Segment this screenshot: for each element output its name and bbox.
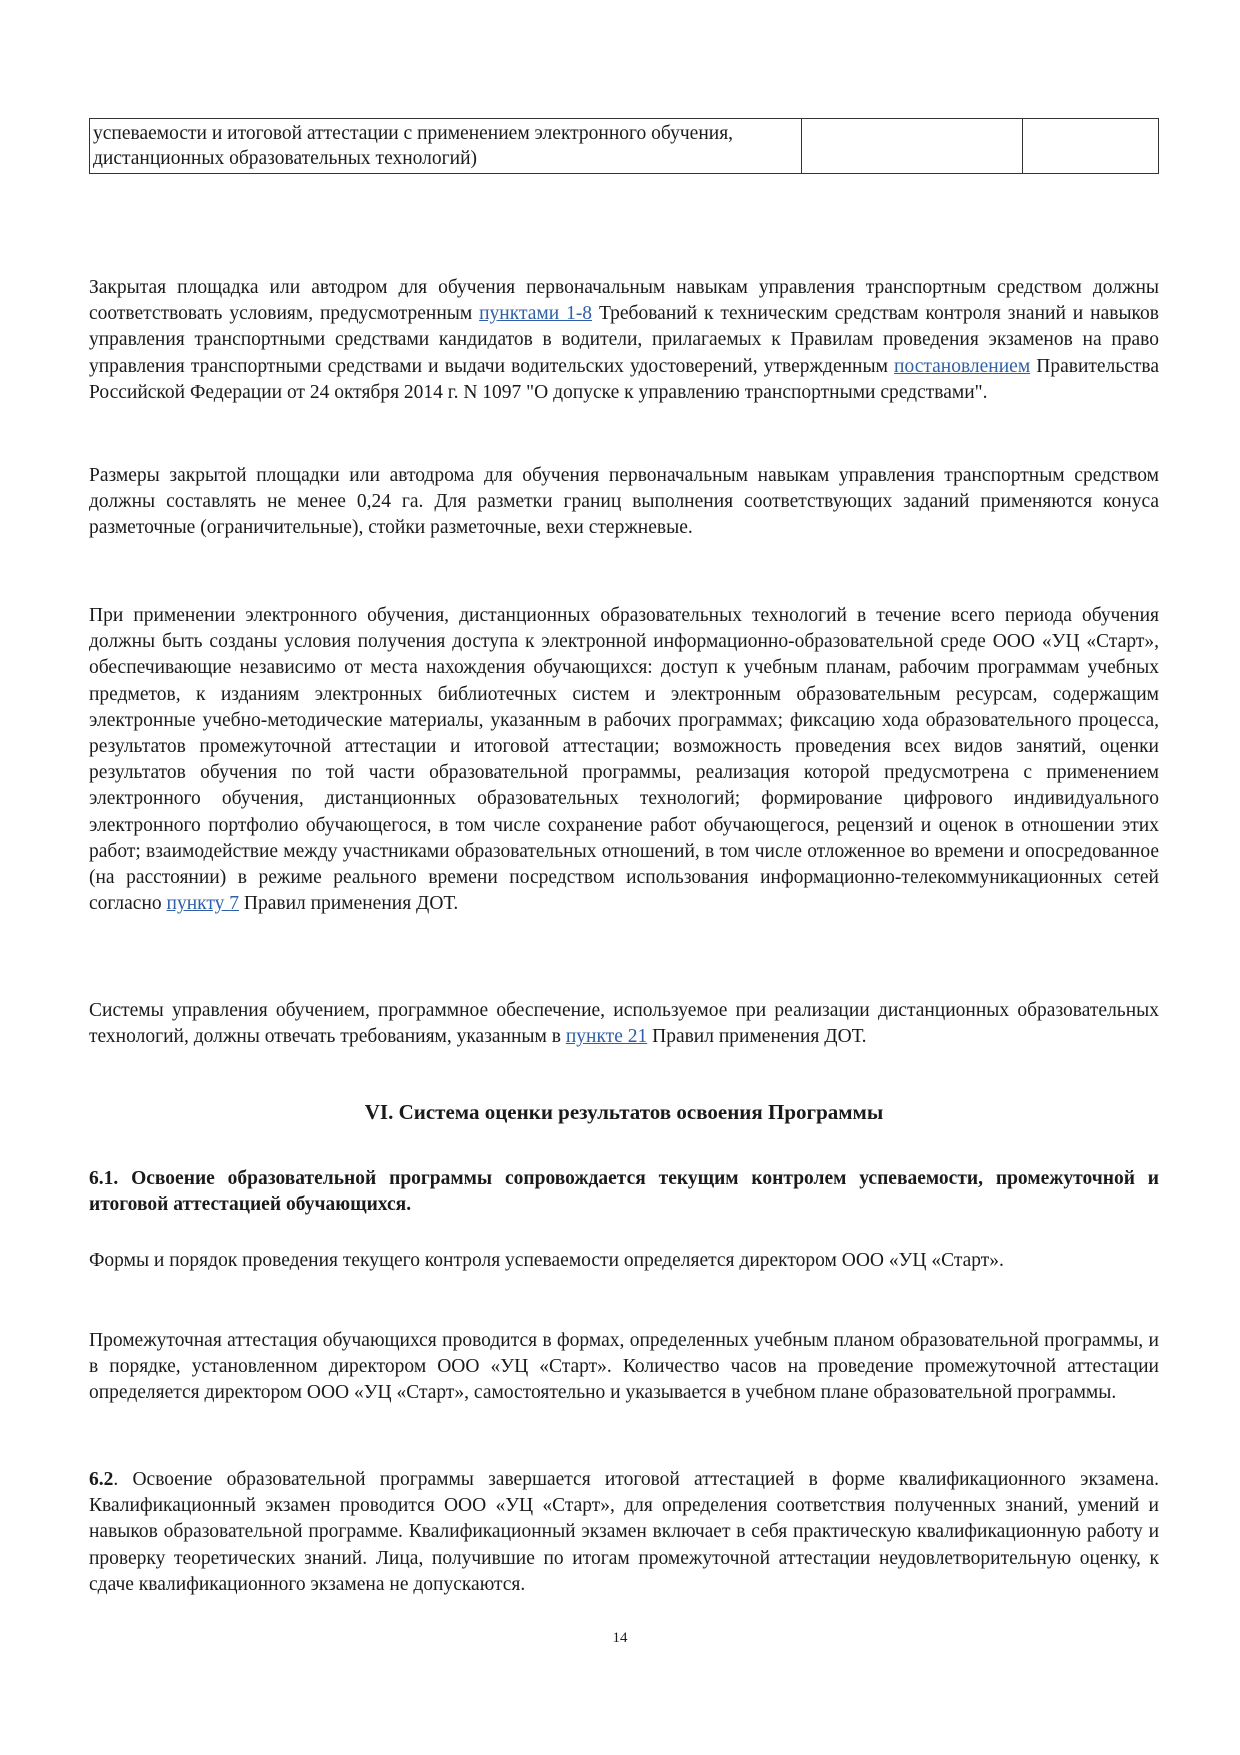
paragraph-current-control — [89, 1248, 1159, 1274]
text: Системы управления обучением, программное обеспечение, используемое при реализации дистанционных образовательных технологий, должны отвечать требованиям, указанным в — [89, 1000, 1159, 1048]
table-cell-description: успеваемости и итоговой аттестации с применением электронного обучения, дистанционных образовательных технологий) — [90, 119, 802, 174]
paragraph-text: Размеры закрытой площадки или автодрома для обучения первоначальным навыкам управления транспортным средством должны составлять не менее 0,24 га. Для разметки границ выполнения соответствующих заданий применяются конуса разметочные (ограничительные), стойки разметочные, вехи стержневые. — [89, 465, 1159, 539]
section-heading-block — [89, 1100, 1159, 1125]
table-cell-2 — [802, 119, 1023, 174]
page-number: 14 — [612, 1630, 628, 1646]
paragraph-text: Промежуточная аттестация обучающихся проводится в формах, определенных учебным планом образовательной программы, и в порядке, установленном директором ООО «УЦ «Старт». Количество часов на проведение промежуточной аттестации определяется директором ООО «УЦ «Старт», самостоятельно и указывается в учебном плане образовательной программы. — [89, 1330, 1159, 1404]
paragraph-lms-requirements — [89, 998, 1159, 1050]
link-punkte-21[interactable]: пункте 21 — [565, 1026, 648, 1048]
table-row — [90, 119, 1159, 174]
paragraph-e-learning-conditions — [89, 603, 1159, 917]
paragraph-autodrome-requirements — [89, 275, 1159, 406]
text: Закрытая площадка или автодром для обучения первоначальным навыкам управления транспортным средством должны соответствовать условиям, предусмотренным — [89, 277, 1159, 325]
text: При применении электронного обучения, дистанционных образовательных технологий в течение всего периода обучения должны быть созданы условия получения доступа к электронной информационно-образовательной среде ООО «УЦ «Старт», обеспечивающие независимо от места нахождения обучающихся: доступ к учебным планам, рабочим программам учебных предметов, к изданиям электронных библиотечных систем и электронным образовательным ресурсам, содержащим электронные учебно-методические материалы, указанным в рабочих программах; фиксацию хода образовательного процесса, результатов промежуточной аттестации и итоговой аттестации; возможность проведения всех видов занятий, оценки результатов обучения по той части образовательной программы, реализация которой предусмотрена с применением электронного обучения, дистанционных образовательных технологий; формирование цифрового индивидуального электронного портфолио обучающегося, в том числе сохранение работ обучающегося, рецензий и оценок в отношении этих работ; взаимодействие между участниками образовательных отношений, в том числе отложенное во времени и опосредованное (на расстоянии) в режиме реального времени посредством использования информационно-телекоммуникационных сетей согласно — [89, 605, 1159, 915]
table-cell-3 — [1023, 119, 1159, 174]
link-punkty-1-8[interactable]: пунктами 1-8 — [479, 303, 593, 325]
clause-6-2-number: 6.2 — [89, 1469, 114, 1490]
clause-6-1-bold: 6.1. Освоение образовательной программы сопровождается текущим контролем успеваемости, промежуточной и итоговой аттестацией обучающихся. — [89, 1168, 1159, 1216]
link-postanovlenie[interactable]: постановлением — [894, 355, 1031, 377]
table-continuation — [89, 118, 1159, 174]
paragraph-text: Формы и порядок проведения текущего контроля успеваемости определяется директором ООО «УЦ «Старт». — [89, 1250, 1004, 1271]
paragraph-6-2 — [89, 1467, 1159, 1598]
link-punktu-7[interactable]: пункту 7 — [166, 893, 239, 915]
paragraph-intermediate-attestation — [89, 1328, 1159, 1407]
text: Требований к техническим средствам контроля знаний и навыков управления транспортными средствами кандидатов в водители, прилагаемых к Правилам проведения экзаменов на право управления транспортными средствами и выдачи водительских удостоверений, утвержденным — [89, 303, 1159, 377]
text: . Освоение образовательной программы завершается итоговой аттестацией в форме квалификационного экзамена. Квалификационный экзамен проводится ООО «УЦ «Старт», для определения соответствия полученных знаний, умений и навыков образовательной программе. Квалификационный экзамен включает в себя практическую квалификационную работу и проверку теоретических знаний. Лица, получившие по итогам промежуточной аттестации неудовлетворительную оценку, к сдаче квалификационного экзамена не допускаются. — [89, 1469, 1159, 1595]
paragraph-area-size — [89, 463, 1159, 542]
section-heading: VI. Система оценки результатов освоения Программы — [364, 1100, 884, 1124]
text: Правительства Российской Федерации от 24 октября 2014 г. N 1097 "О допуске к управлению транспортными средствами". — [89, 355, 1159, 403]
paragraph-6-1 — [89, 1166, 1159, 1218]
text: Правил применения ДОТ. — [647, 1026, 867, 1048]
text: Правил применения ДОТ. — [239, 893, 459, 915]
